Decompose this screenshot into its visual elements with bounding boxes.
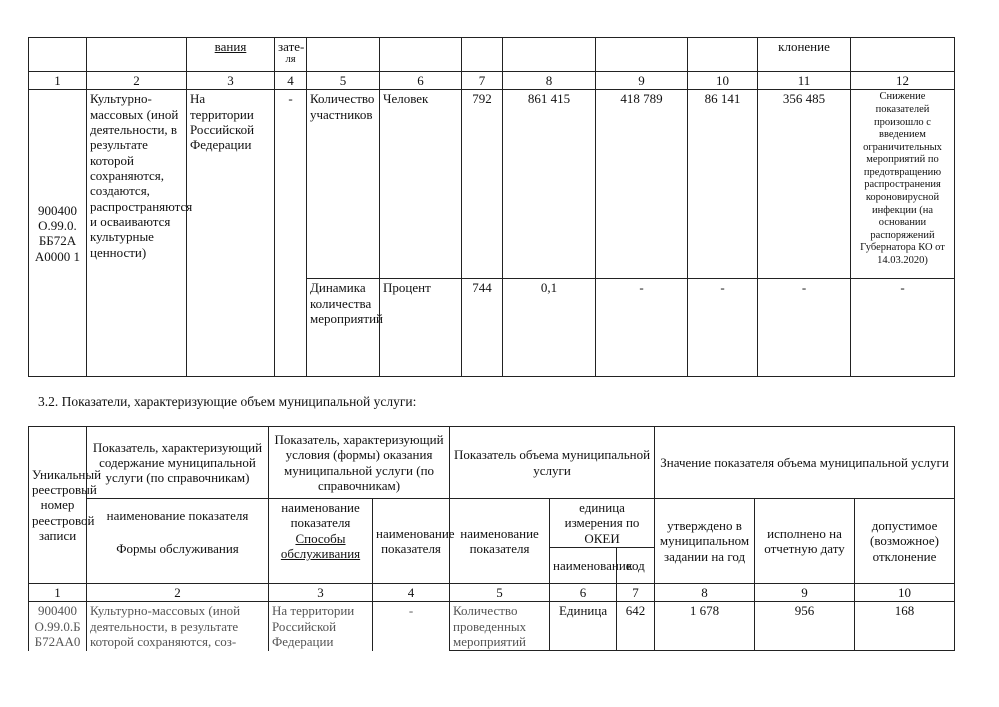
header-unique-number: Уникальный реестровый номер реестровой записи xyxy=(29,427,87,584)
table2-column-numbers: 1 2 3 4 5 6 7 8 9 10 xyxy=(29,583,955,601)
subheader-unit-code: код xyxy=(617,547,655,583)
service-conditions: На территории Российской Федерации xyxy=(269,602,373,651)
volume-approved: 1 678 xyxy=(655,602,755,651)
indicator-deviation: - xyxy=(758,279,851,377)
indicator-allowed: 86 141 xyxy=(688,90,758,279)
service-conditions: На территории Российской Федерации xyxy=(187,90,275,377)
volume-indicators-table xyxy=(28,426,955,651)
header-content: Показатель, характеризующий содержание муниципальной услуги (по справочникам) xyxy=(87,427,269,499)
indicator-executed: - xyxy=(596,279,688,377)
registry-code: 900400 О.99.0.Б Б72АА0 xyxy=(29,602,87,651)
subheader-volume-name: наименование показателя xyxy=(450,499,550,584)
indicator-name: Динамика количества мероприятий xyxy=(307,279,380,377)
header-fragment-col4b: ля xyxy=(285,54,296,66)
header-fragment-col11: клонение xyxy=(778,39,830,54)
subheader-executed: исполнено на отчетную дату xyxy=(755,499,855,584)
col4-value: - xyxy=(373,602,450,651)
subheader-unit: единица измерения по ОКЕИ xyxy=(550,499,655,548)
table1-header-fragment-row xyxy=(29,38,955,72)
subheader-cond2-name: наименование показателя xyxy=(373,499,450,584)
volume-unit: Единица xyxy=(550,602,617,651)
deviation-reason: - xyxy=(851,279,955,377)
header-conditions: Показатель, характеризующий условия (формы) оказания муниципальной услуги (по справочникам) xyxy=(269,427,450,499)
table2-header-row xyxy=(29,427,955,499)
subheader-cond1-name: наименование показателя xyxy=(281,500,360,531)
service-content: Культурно-массовых (иной деятельности, в результате которой сохраняются, создаются, распространяются и осваиваются культурные ценности) xyxy=(87,90,187,377)
subheader-approved: утверждено в муниципальном задании на год xyxy=(655,499,755,584)
indicator-approved: 861 415 xyxy=(503,90,596,279)
registry-code: 900400 О.99.0. ББ72А А0000 1 xyxy=(29,90,87,377)
subheader-content-value: Формы обслуживания xyxy=(116,541,239,557)
indicator-executed: 418 789 xyxy=(596,90,688,279)
volume-name: Количество проведенных мероприятий xyxy=(450,602,550,651)
subheader-content-name: наименование показателя xyxy=(106,508,249,523)
volume-allowed: 168 xyxy=(855,602,955,651)
service-content: Культурно-массовых (иной деятельности, в результате которой сохраняются, соз- xyxy=(87,602,269,651)
header-volume: Показатель объема муниципальной услуги xyxy=(450,427,655,499)
indicator-approved: 0,1 xyxy=(503,279,596,377)
quality-indicators-table xyxy=(28,37,955,377)
header-fragment-col4a: зате- xyxy=(278,39,305,54)
table2-subheader-row xyxy=(29,499,955,548)
col4-value: - xyxy=(275,90,307,377)
table1-column-numbers: 1 2 3 4 5 6 7 8 9 10 11 12 xyxy=(29,72,955,90)
subheader-cond1-value: Способы обслуживания xyxy=(280,530,361,561)
indicator-allowed: - xyxy=(688,279,758,377)
volume-executed: 956 xyxy=(755,602,855,651)
indicator-okei: 744 xyxy=(462,279,503,377)
indicator-deviation: 356 485 xyxy=(758,90,851,279)
table-row xyxy=(29,90,955,279)
header-fragment-col3: вания xyxy=(214,39,247,54)
subheader-unit-name: наименование xyxy=(550,547,617,583)
section-heading: 3.2. Показатели, характеризующие объем муниципальной услуги: xyxy=(38,394,417,409)
table-row xyxy=(29,602,955,651)
volume-okei-code: 642 xyxy=(617,602,655,651)
indicator-name: Количество участников xyxy=(307,90,380,279)
indicator-unit: Человек xyxy=(380,90,462,279)
indicator-okei: 792 xyxy=(462,90,503,279)
indicator-unit: Процент xyxy=(380,279,462,377)
subheader-allowed: допустимое (возможное) отклонение xyxy=(855,499,955,584)
header-value: Значение показателя объема муниципальной услуги xyxy=(655,427,955,499)
deviation-reason: Снижение показателей произошло с введением ограничительных мероприятий по предотвращению распространения короновирусной инфекции (на основании распоряжений Губернатора КО от 14.03.2020) xyxy=(851,90,955,279)
